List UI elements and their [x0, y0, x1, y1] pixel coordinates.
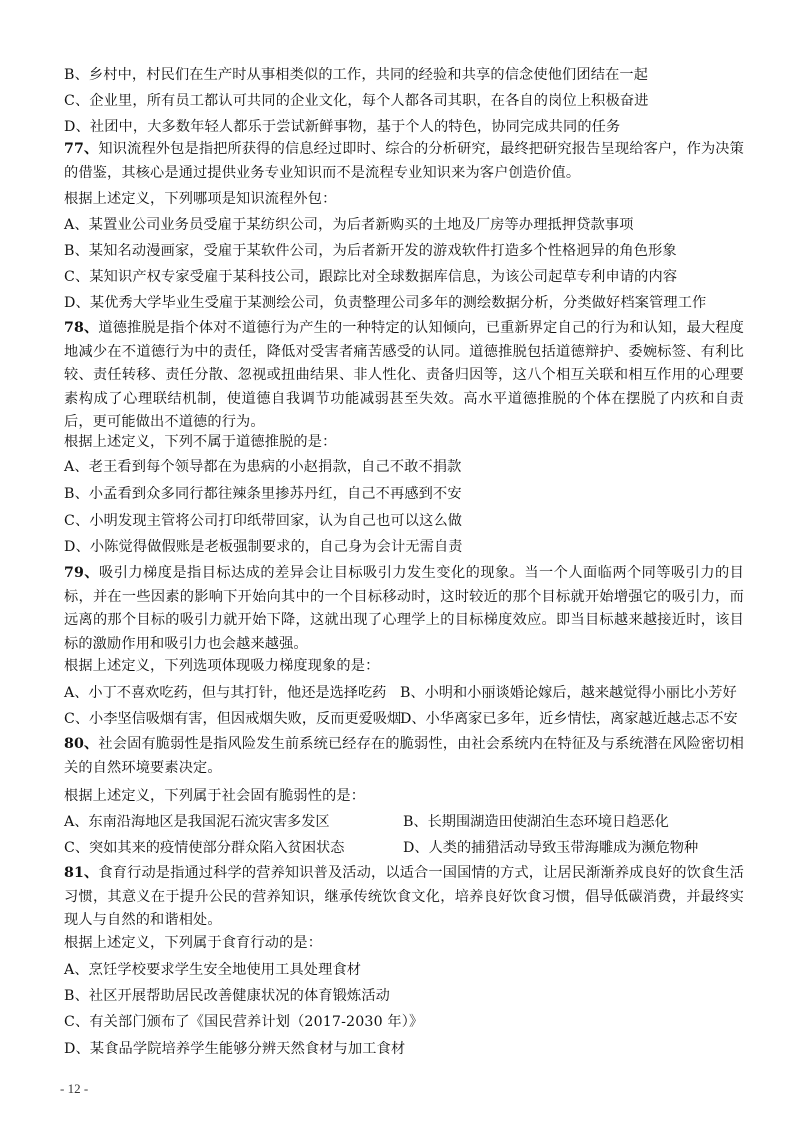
- question-77-prompt: 根据上述定义，下列哪项是知识流程外包：: [64, 191, 337, 207]
- question-78-option-a: A、老王看到每个领导都在为患病的小赵捐款，自己不敢不捐款: [64, 459, 462, 475]
- question-number: 79、: [64, 565, 100, 581]
- question-number: 78、: [64, 320, 99, 336]
- prev-option-b: B、乡村中，村民们在生产时从事相类似的工作，共同的经验和共享的信念使他们团结在一起: [64, 67, 649, 83]
- question-77-option-b: B、某知名动漫画家，受雇于某软件公司，为后者新开发的游戏软件打造多个性格迥异的角色形象: [64, 243, 677, 259]
- question-79-option-b: B、小明和小丽谈婚论嫁后，越来越觉得小丽比小芳好: [400, 685, 737, 701]
- question-text: 食育行动是指通过科学的营养知识普及活动，以适合一国国情的方式，让居民渐渐养成良好的饮食生活习惯，其意义在于提升公民的营养知识，继承传统饮食文化，培养良好饮食习惯，倡导低碳消费，并最终实现人与自然的和谐相处。: [64, 865, 744, 929]
- question-81-option-d: D、某食品学院培养学生能够分辨天然食材与加工食材: [64, 1041, 406, 1057]
- question-80-option-d: D、人类的捕猎活动导致玉带海雕成为濒危物种: [403, 840, 699, 856]
- prev-option-c: C、企业里，所有员工都认可共同的企业文化，每个人都各司其职，在各自的岗位上积极奋进: [64, 93, 649, 109]
- question-78-option-c: C、小明发现主管将公司打印纸带回家，认为自己也可以这么做: [64, 513, 463, 529]
- question-77-stem: [64, 138, 744, 185]
- question-80-option-b: B、长期围湖造田使湖泊生态环境日趋恶化: [403, 814, 669, 830]
- question-number: 80、: [64, 736, 99, 752]
- question-80-prompt: 根据上述定义，下列属于社会固有脆弱性的是：: [64, 788, 366, 804]
- question-81-option-b: B、社区开展帮助居民改善健康状况的体育锻炼活动: [64, 988, 391, 1004]
- question-81-option-a: A、烹饪学校要求学生安全地使用工具处理食材: [64, 962, 362, 978]
- question-77-option-c: C、某知识产权专家受雇于某科技公司，跟踪比对全球数据库信息，为该公司起草专利申请的内容: [64, 269, 678, 285]
- question-78-option-d: D、小陈觉得做假账是老板强制要求的，自己身为会计无需自责: [64, 539, 463, 555]
- question-78-option-b: B、小孟看到众多同行都往辣条里掺苏丹红，自己不再感到不安: [64, 486, 462, 502]
- question-80-option-a: A、东南沿海地区是我国泥石流灾害多发区: [64, 814, 330, 830]
- question-79-option-d: D、小华离家已多年，近乡情怯，离家越近越忐忑不安: [400, 711, 738, 727]
- question-text: 知识流程外包是指把所获得的信息经过即时、综合的分析研究，最终把研究报告呈现给客户，作为决策的借鉴，其核心是通过提供业务专业知识而不是流程专业知识来为客户创造价值。: [64, 141, 744, 181]
- question-80-option-c: C、突如其来的疫情使部分群众陷入贫困状态: [64, 840, 345, 856]
- question-78-stem: [64, 317, 744, 435]
- question-number: 81、: [64, 865, 99, 881]
- question-number: 77、: [64, 141, 99, 157]
- question-77-option-d: D、某优秀大学毕业生受雇于某测绘公司，负责整理公司多年的测绘数据分析，分类做好档案管理工作: [64, 295, 707, 311]
- question-81-option-c: C、有关部门颁布了《国民营养计划（2017-2030 年）》: [64, 1014, 424, 1030]
- question-77-option-a: A、某置业公司业务员受雇于某纺织公司，为后者新购买的土地及厂房等办理抵押贷款事项: [64, 217, 634, 233]
- question-text: 道德推脱是指个体对不道德行为产生的一种特定的认知倾向，已重新界定自己的行为和认知，最大程度地减少在不道德行为中的责任，降低对受害者痛苦感受的认同。道德推脱包括道德辩护、委婉标签、有利比较、责任转移、责任分散、忽视或扭曲结果、非人性化、责备归因等，这八个相互关联和相互作用的心理要素构成了心理联结机制，使道德自我调节功能减弱甚至失效。高水平道德推脱的个体在摆脱了内疚和自责后，更可能做出不道德的行为。: [64, 320, 744, 431]
- question-78-prompt: 根据上述定义，下列不属于道德推脱的是：: [64, 434, 337, 450]
- question-79-option-c: C、小李坚信吸烟有害，但因戒烟失败，反而更爱吸烟: [64, 711, 402, 727]
- question-79-stem: [64, 562, 744, 656]
- page-number: - 12 -: [60, 1081, 89, 1096]
- question-79-option-a: A、小丁不喜欢吃药，但与其打针，他还是选择吃药: [64, 685, 387, 701]
- question-81-stem: [64, 862, 744, 933]
- question-text: 社会固有脆弱性是指风险发生前系统已经存在的脆弱性，由社会系统内在特征及与系统潜在风险密切相关的自然环境要素决定。: [64, 736, 744, 776]
- question-80-stem: [64, 733, 744, 780]
- question-81-prompt: 根据上述定义，下列属于食育行动的是：: [64, 935, 323, 951]
- question-text: 吸引力梯度是指目标达成的差异会让目标吸引力发生变化的现象。当一个人面临两个同等吸引力的目标，并在一些因素的影响下开始向其中的一个目标移动时，这时较近的那个目标就开始增强它的吸引力，而远离的那个目标的吸引力就开始下降，这就出现了心理学上的目标梯度效应。即当目标越来越接近时，该目标的激励作用和吸引力也会越来越强。: [64, 565, 744, 652]
- question-79-prompt: 根据上述定义，下列选项体现吸力梯度现象的是：: [64, 658, 380, 674]
- prev-option-d: D、社团中，大多数年轻人都乐于尝试新鲜事物，基于个人的特色，协同完成共同的任务: [64, 119, 621, 135]
